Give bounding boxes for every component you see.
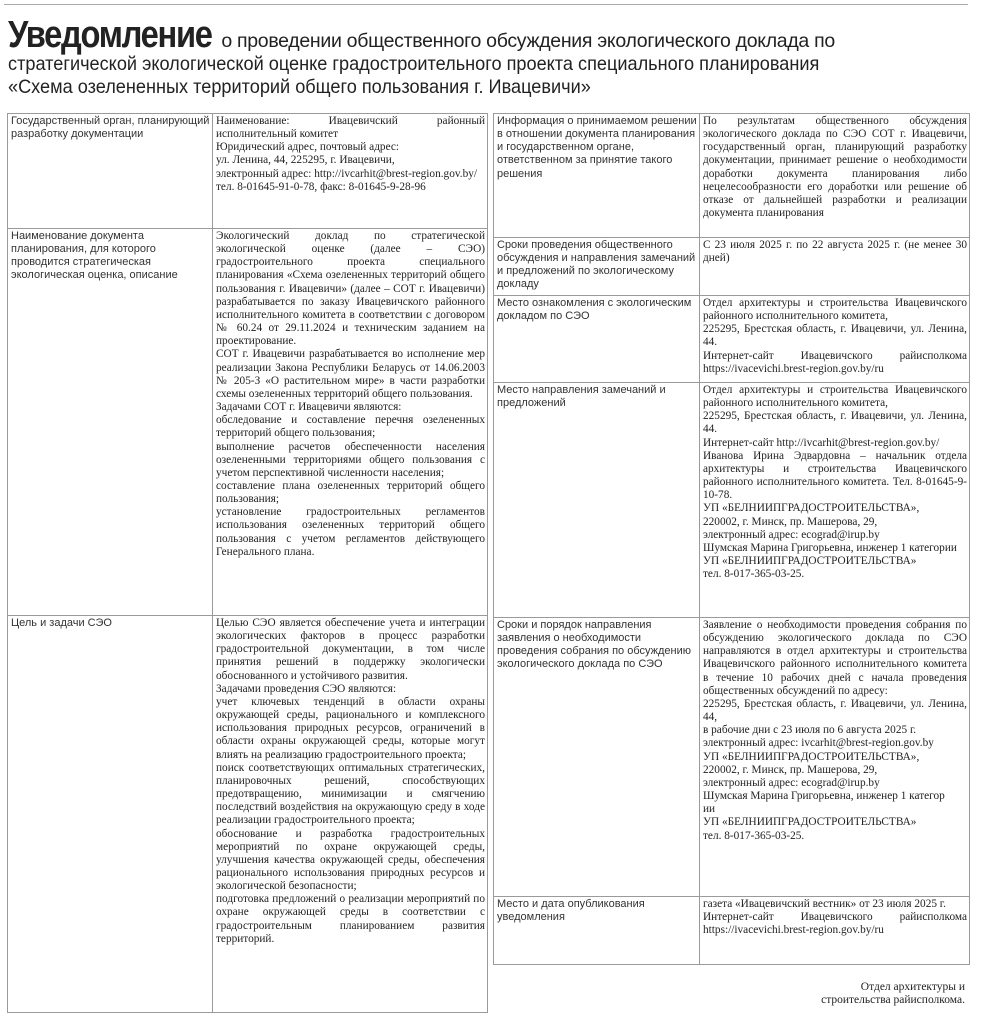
- value-line: 225295, Брестская область, г. Ивацевичи, ул. Ленина, 44.: [703, 323, 967, 349]
- table-row: [8, 229, 488, 616]
- value-line: Иванова Ирина Эдвардовна – начальник отдела архитектуры и строительства Ивацевичского районного исполнительного комитета. Тел. 8-01645-9-10-78.: [703, 449, 967, 502]
- header-line-1: [8, 14, 973, 56]
- row-label: Место ознакомления с экологическим докладом по СЭО: [494, 296, 700, 383]
- value-line: 220002, г. Минск, пр. Машерова, 29,: [703, 515, 878, 528]
- value-line: обследование и составление перечня озелененных территорий общего пользования;: [216, 414, 485, 440]
- value-line: Интернет-сайт http://ivcarhit@brest-region.gov.by/: [703, 436, 940, 449]
- row-label: Место и дата опубликования уведомления: [494, 897, 700, 965]
- table-row: [8, 616, 488, 1013]
- value-line: 220002, г. Минск, пр. Машерова, 29,: [703, 763, 878, 776]
- table-row: [8, 114, 488, 229]
- row-value: [213, 114, 488, 229]
- subtitle-line-2: стратегической экологической оценке градостроительного проекта специального планирования: [8, 53, 820, 75]
- value-line: обоснование и разработка градостроительных мероприятий по охране окружающей среды, улучшения качества окружающей среды, обеспечения рационального использования природных ресурсов и экологической безопасности;: [216, 827, 485, 893]
- value-line: УП «БЕЛНИИПГРАДОСТРОИТЕЛЬСТВА»,: [703, 502, 920, 515]
- value-line: электронный адрес: ecograd@irup.by: [703, 528, 880, 541]
- row-value: [213, 229, 488, 616]
- value-line: По результатам общественного обсуждения экологического доклада по СЭО СОТ г. Ивацевичи, государственный орган, планирующий разработку документации, принимает решение о необходимости доработки документа планирования либо нецелесообразности его доработки или решение об отказе от дальнейшей разработки и реализации документа планирования: [703, 115, 967, 220]
- value-line: Экологический доклад по стратегической экологической оценке (далее – СЭО) градостроительного проекта специального планирования «Схема озелененных территорий общего пользования г. Ивацевичи» (далее – СОТ г. Ивацевичи) разрабатывается по заказу Ивацевичского районного исполнительного комитета в соответствии с договором № 60.24 от 29.11.2024 и техническим заданием на проектирование.: [216, 230, 485, 348]
- value-line: ии: [703, 803, 716, 816]
- row-value: [700, 114, 970, 238]
- signature-line-2: строительства райисполкома.: [821, 994, 965, 1006]
- row-label: Сроки проведения общественного обсуждения и направления замечаний и предложений по экологическому докладу: [494, 238, 700, 296]
- value-line: Юридический адрес, почтовый адрес:: [216, 141, 400, 154]
- value-line: УП «БЕЛНИИПГРАДОСТРОИТЕЛЬСТВА»: [703, 555, 917, 568]
- value-line: Интернет-сайт Ивацевичского райисполкома https://ivacevichi.brest-region.gov.by/ru: [703, 911, 967, 937]
- signature-line-1: Отдел архитектуры и: [860, 981, 965, 993]
- value-line: УП «БЕЛНИИПГРАДОСТРОИТЕЛЬСТВА»,: [703, 750, 920, 763]
- value-line: ул. Ленина, 44, 225295, г. Ивацевичи,: [216, 154, 395, 167]
- value-line: С 23 июля 2025 г. по 22 августа 2025 г. (не менее 30 дней): [703, 239, 967, 265]
- value-line: поиск соответствующих оптимальных стратегических, планировочных решений, способствующих предотвращению, минимизации и смягчению последствий воздействия на окружающую среду в ходе реализации градостроительного проекта;: [216, 761, 485, 827]
- row-label: Государственный орган, планирующий разработку документации: [8, 114, 213, 229]
- value-line: выполнение расчетов обеспеченности населения озелененными территориями общего пользования с учетом перспективной численности населения;: [216, 440, 485, 479]
- value-line: электронный адрес: ivcarhit@brest-region.gov.by: [703, 737, 934, 750]
- table-row: [494, 238, 970, 296]
- table-row: [494, 296, 970, 383]
- value-line: составление плана озелененных территорий общего пользования;: [216, 479, 485, 506]
- value-line: тел. 8-017-365-03-25.: [703, 568, 805, 581]
- row-label: Место направления замечаний и предложений: [494, 383, 700, 618]
- value-line: 225295, Брестская область, г. Ивацевичи, ул. Ленина, 44,: [703, 697, 967, 724]
- value-line: газета «Ивацевичский вестник» от 23 июля 2025 г.: [703, 898, 946, 910]
- value-line: электронный адрес: ecograd@irup.by: [703, 776, 880, 789]
- table-row: [494, 114, 970, 238]
- subtitle-line-1: о проведении общественного обсуждения экологического доклада по: [221, 30, 835, 52]
- page-title: Уведомление: [8, 14, 212, 56]
- value-line: Заявление о необходимости проведения собрания по обсуждению экологического доклада по СЭО направляются в отдел архитектуры и строительства Ивацевичского районного исполнительного комитета в течение 10 рабочих дней с начала проведения общественных обсуждений по адресу:: [703, 619, 967, 697]
- row-value: [700, 897, 970, 965]
- value-line: тел. 8-017-365-03-25.: [703, 829, 805, 842]
- value-line: учет ключевых тенденций в области охраны окружающей среды, рационального и комплексного использования природных ресурсов, ограничений в области охраны окружающей среды, которые могут влиять на реализацию градостроительного проекта;: [216, 695, 485, 761]
- top-rule: [4, 4, 968, 5]
- value-line: Задачами проведения СЭО являются:: [216, 682, 397, 695]
- row-label: Информация о принимаемом решении в отношении документа планирования и государственном органе, ответственном за принятие такого решения: [494, 114, 700, 238]
- table-row: [494, 897, 970, 965]
- value-line: Шумская Марина Григорьевна, инженер 1 категор: [703, 790, 945, 803]
- value-line: подготовка предложений о реализации мероприятий по охране окружающей среды в соответствии с градостроительным планированием развития территорий.: [216, 893, 485, 945]
- value-line: Интернет-сайт Ивацевичского райисполкома https://ivacevichi.brest-region.gov.by/ru: [703, 349, 967, 375]
- right-info-table: [493, 113, 970, 965]
- row-value: [700, 383, 970, 618]
- notice-header: [8, 14, 973, 99]
- table-row: [494, 618, 970, 897]
- value-line: 225295, Брестская область, г. Ивацевичи, ул. Ленина, 44.: [703, 410, 967, 436]
- row-label: Цель и задачи СЭО: [8, 616, 213, 1013]
- row-label: Сроки и порядок направления заявления о необходимости проведения собрания по обсуждению экологического доклада по СЭО: [494, 618, 700, 897]
- row-value: [700, 296, 970, 383]
- value-line: электронный адрес: http://ivcarhit@brest-region.gov.by/: [216, 167, 478, 180]
- value-line: СОТ г. Ивацевичи разрабатывается во исполнение мер реализации Закона Республики Беларусь от 14.06.2003 № 205-З «О растительном мире» в части разработки схемы озелененных территорий общего пользования.: [216, 348, 485, 400]
- value-line: Наименование: Ивацевичский районный исполнительный комитет: [216, 115, 485, 141]
- value-line: УП «БЕЛНИИПГРАДОСТРОИТЕЛЬСТВА»: [703, 816, 917, 829]
- signature: [821, 981, 965, 1007]
- value-line: Отдел архитектуры и строительства Ивацевичского районного исполнительного комитета,: [703, 297, 967, 323]
- value-line: Целью СЭО является обеспечение учета и интеграции экологических факторов в процесс разработки градостроительной документации, в том числе принятия решений в поддержку экологически обоснованного и устойчивого развития.: [216, 617, 485, 682]
- value-line: Отдел архитектуры и строительства Ивацевичского районного исполнительного комитета,: [703, 384, 967, 410]
- value-line: Задачами СОТ г. Ивацевичи являются:: [216, 401, 402, 414]
- value-line: тел. 8-01645-91-0-78, факс: 8-01645-9-28-96: [216, 180, 426, 193]
- left-info-table: [7, 113, 488, 1013]
- value-line: в рабочие дни с 23 июля по 6 августа 2025 г.: [703, 724, 917, 737]
- row-label: Наименование документа планирования, для которого проводится стратегическая экологическая оценка, описание: [8, 229, 213, 616]
- value-line: Шумская Марина Григорьевна, инженер 1 категории: [703, 541, 957, 554]
- row-value: [213, 616, 488, 1013]
- value-line: установление градостроительных регламентов использования озелененных территорий общего пользования с учетом регламентов действующего Генерального плана.: [216, 506, 485, 558]
- row-value: [700, 238, 970, 296]
- row-value: [700, 618, 970, 897]
- subtitle-line-3: «Схема озелененных территорий общего пользования г. Ивацевичи»: [8, 76, 591, 98]
- table-row: [494, 383, 970, 618]
